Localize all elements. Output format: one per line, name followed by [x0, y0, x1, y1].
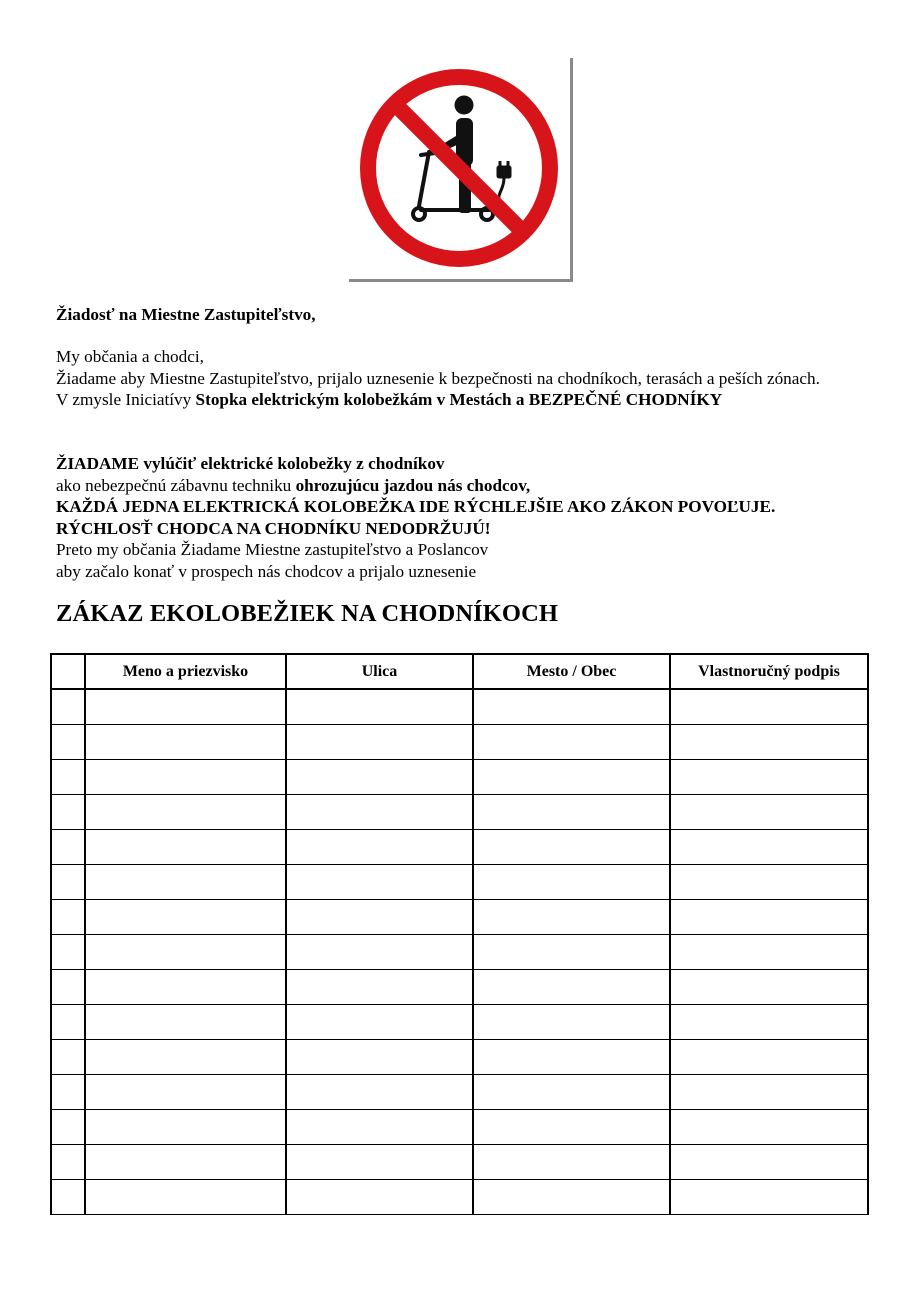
row-number-cell	[51, 1110, 85, 1145]
table-row	[51, 795, 868, 830]
name-cell[interactable]	[85, 689, 286, 725]
initiative-name: Stopka elektrickým kolobežkám v Mestách a BEZPEČNÉ CHODNÍKY	[195, 390, 723, 409]
signature-cell[interactable]	[670, 1110, 868, 1145]
no-scooter-sign	[349, 58, 573, 282]
name-cell[interactable]	[85, 1145, 286, 1180]
row-number-cell	[51, 1005, 85, 1040]
demands-paragraph	[56, 453, 856, 582]
row-number-cell	[51, 865, 85, 900]
table-row	[51, 1180, 868, 1215]
intro-paragraph	[56, 346, 856, 411]
table-row	[51, 1040, 868, 1075]
table-row	[51, 1110, 868, 1145]
signature-table-header	[51, 654, 868, 689]
header-number	[51, 654, 85, 689]
name-cell[interactable]	[85, 830, 286, 865]
row-number-cell	[51, 1145, 85, 1180]
signature-cell[interactable]	[670, 865, 868, 900]
table-row	[51, 1005, 868, 1040]
city-cell[interactable]	[473, 830, 670, 865]
city-cell[interactable]	[473, 970, 670, 1005]
name-cell[interactable]	[85, 725, 286, 760]
city-cell[interactable]	[473, 1075, 670, 1110]
city-cell[interactable]	[473, 1005, 670, 1040]
demand-line-2	[56, 475, 856, 497]
signature-cell[interactable]	[670, 900, 868, 935]
intro-line-1: My občania a chodci,	[56, 347, 204, 366]
signature-cell[interactable]	[670, 689, 868, 725]
row-number-cell	[51, 970, 85, 1005]
name-cell[interactable]	[85, 1005, 286, 1040]
name-cell[interactable]	[85, 900, 286, 935]
row-number-cell	[51, 725, 85, 760]
street-cell[interactable]	[286, 1110, 473, 1145]
street-cell[interactable]	[286, 935, 473, 970]
row-number-cell	[51, 760, 85, 795]
signature-cell[interactable]	[670, 1005, 868, 1040]
name-cell[interactable]	[85, 760, 286, 795]
street-cell[interactable]	[286, 1040, 473, 1075]
street-cell[interactable]	[286, 1075, 473, 1110]
header-signature: Vlastnoručný podpis	[670, 654, 868, 689]
row-number-cell	[51, 1040, 85, 1075]
row-number-cell	[51, 689, 85, 725]
signature-cell[interactable]	[670, 935, 868, 970]
city-cell[interactable]	[473, 1040, 670, 1075]
street-cell[interactable]	[286, 1180, 473, 1215]
demand-line-3: KAŽDÁ JEDNA ELEKTRICKÁ KOLOBEŽKA IDE RÝCHLEJŠIE AKO ZÁKON POVOĽUJE.	[56, 497, 776, 516]
street-cell[interactable]	[286, 689, 473, 725]
signature-cell[interactable]	[670, 1075, 868, 1110]
demand-line-2-bold: ohrozujúcu jazdou nás chodcov,	[295, 475, 531, 495]
row-number-cell	[51, 795, 85, 830]
name-cell[interactable]	[85, 795, 286, 830]
name-cell[interactable]	[85, 970, 286, 1005]
table-row	[51, 970, 868, 1005]
city-cell[interactable]	[473, 795, 670, 830]
city-cell[interactable]	[473, 725, 670, 760]
street-cell[interactable]	[286, 830, 473, 865]
row-number-cell	[51, 1075, 85, 1110]
no-electric-scooter-icon	[349, 58, 569, 278]
header-city: Mesto / Obec	[473, 654, 670, 689]
street-cell[interactable]	[286, 795, 473, 830]
intro-line-2: Žiadame aby Miestne Zastupiteľstvo, prijalo uznesenie k bezpečnosti na chodníkoch, terasách a peších zónach.	[56, 368, 820, 388]
city-cell[interactable]	[473, 689, 670, 725]
row-number-cell	[51, 900, 85, 935]
street-cell[interactable]	[286, 1145, 473, 1180]
table-row	[51, 689, 868, 725]
table-row	[51, 760, 868, 795]
name-cell[interactable]	[85, 1180, 286, 1215]
street-cell[interactable]	[286, 760, 473, 795]
name-cell[interactable]	[85, 935, 286, 970]
street-cell[interactable]	[286, 970, 473, 1005]
intro-line-3	[56, 389, 856, 411]
demand-line-6: aby začalo konať v prospech nás chodcov a prijalo uznesenie	[56, 561, 477, 581]
petition-title: ZÁKAZ EKOLOBEŽIEK NA CHODNÍKOCH	[56, 600, 559, 627]
signature-cell[interactable]	[670, 725, 868, 760]
name-cell[interactable]	[85, 1075, 286, 1110]
demand-line-2-prefix: ako nebezpečnú zábavnu techniku	[56, 475, 296, 495]
table-row	[51, 935, 868, 970]
signature-cell[interactable]	[670, 970, 868, 1005]
signature-table	[50, 653, 869, 1215]
name-cell[interactable]	[85, 1040, 286, 1075]
demand-line-5: Preto my občania Žiadame Miestne zastupiteľstvo a Poslancov	[56, 540, 489, 559]
signature-cell[interactable]	[670, 760, 868, 795]
signature-cell[interactable]	[670, 1040, 868, 1075]
signature-cell[interactable]	[670, 795, 868, 830]
table-row	[51, 1145, 868, 1180]
row-number-cell	[51, 935, 85, 970]
row-number-cell	[51, 1180, 85, 1215]
table-row	[51, 830, 868, 865]
city-cell[interactable]	[473, 865, 670, 900]
demand-line-4: RÝCHLOSŤ CHODCA NA CHODNÍKU NEDODRŽUJÚ!	[56, 518, 491, 538]
intro-line-3-prefix: V zmysle Iniciatívy	[56, 390, 196, 409]
table-row	[51, 900, 868, 935]
header-name: Meno a priezvisko	[85, 654, 286, 689]
city-cell[interactable]	[473, 1145, 670, 1180]
table-row	[51, 725, 868, 760]
city-cell[interactable]	[473, 1180, 670, 1215]
street-cell[interactable]	[286, 865, 473, 900]
name-cell[interactable]	[85, 1110, 286, 1145]
street-cell[interactable]	[286, 725, 473, 760]
table-row	[51, 865, 868, 900]
signature-cell[interactable]	[670, 1180, 868, 1215]
city-cell[interactable]	[473, 935, 670, 970]
street-cell[interactable]	[286, 900, 473, 935]
table-row	[51, 1075, 868, 1110]
header-street: Ulica	[286, 654, 473, 689]
city-cell[interactable]	[473, 900, 670, 935]
signature-cell[interactable]	[670, 830, 868, 865]
petition-heading: Žiadosť na Miestne Zastupiteľstvo,	[56, 305, 316, 324]
city-cell[interactable]	[473, 1110, 670, 1145]
row-number-cell	[51, 830, 85, 865]
demand-line-1: ŽIADAME vylúčiť elektrické kolobežky z chodníkov	[56, 454, 445, 473]
signature-cell[interactable]	[670, 1145, 868, 1180]
street-cell[interactable]	[286, 1005, 473, 1040]
city-cell[interactable]	[473, 760, 670, 795]
signature-table-body	[51, 689, 868, 1215]
name-cell[interactable]	[85, 865, 286, 900]
